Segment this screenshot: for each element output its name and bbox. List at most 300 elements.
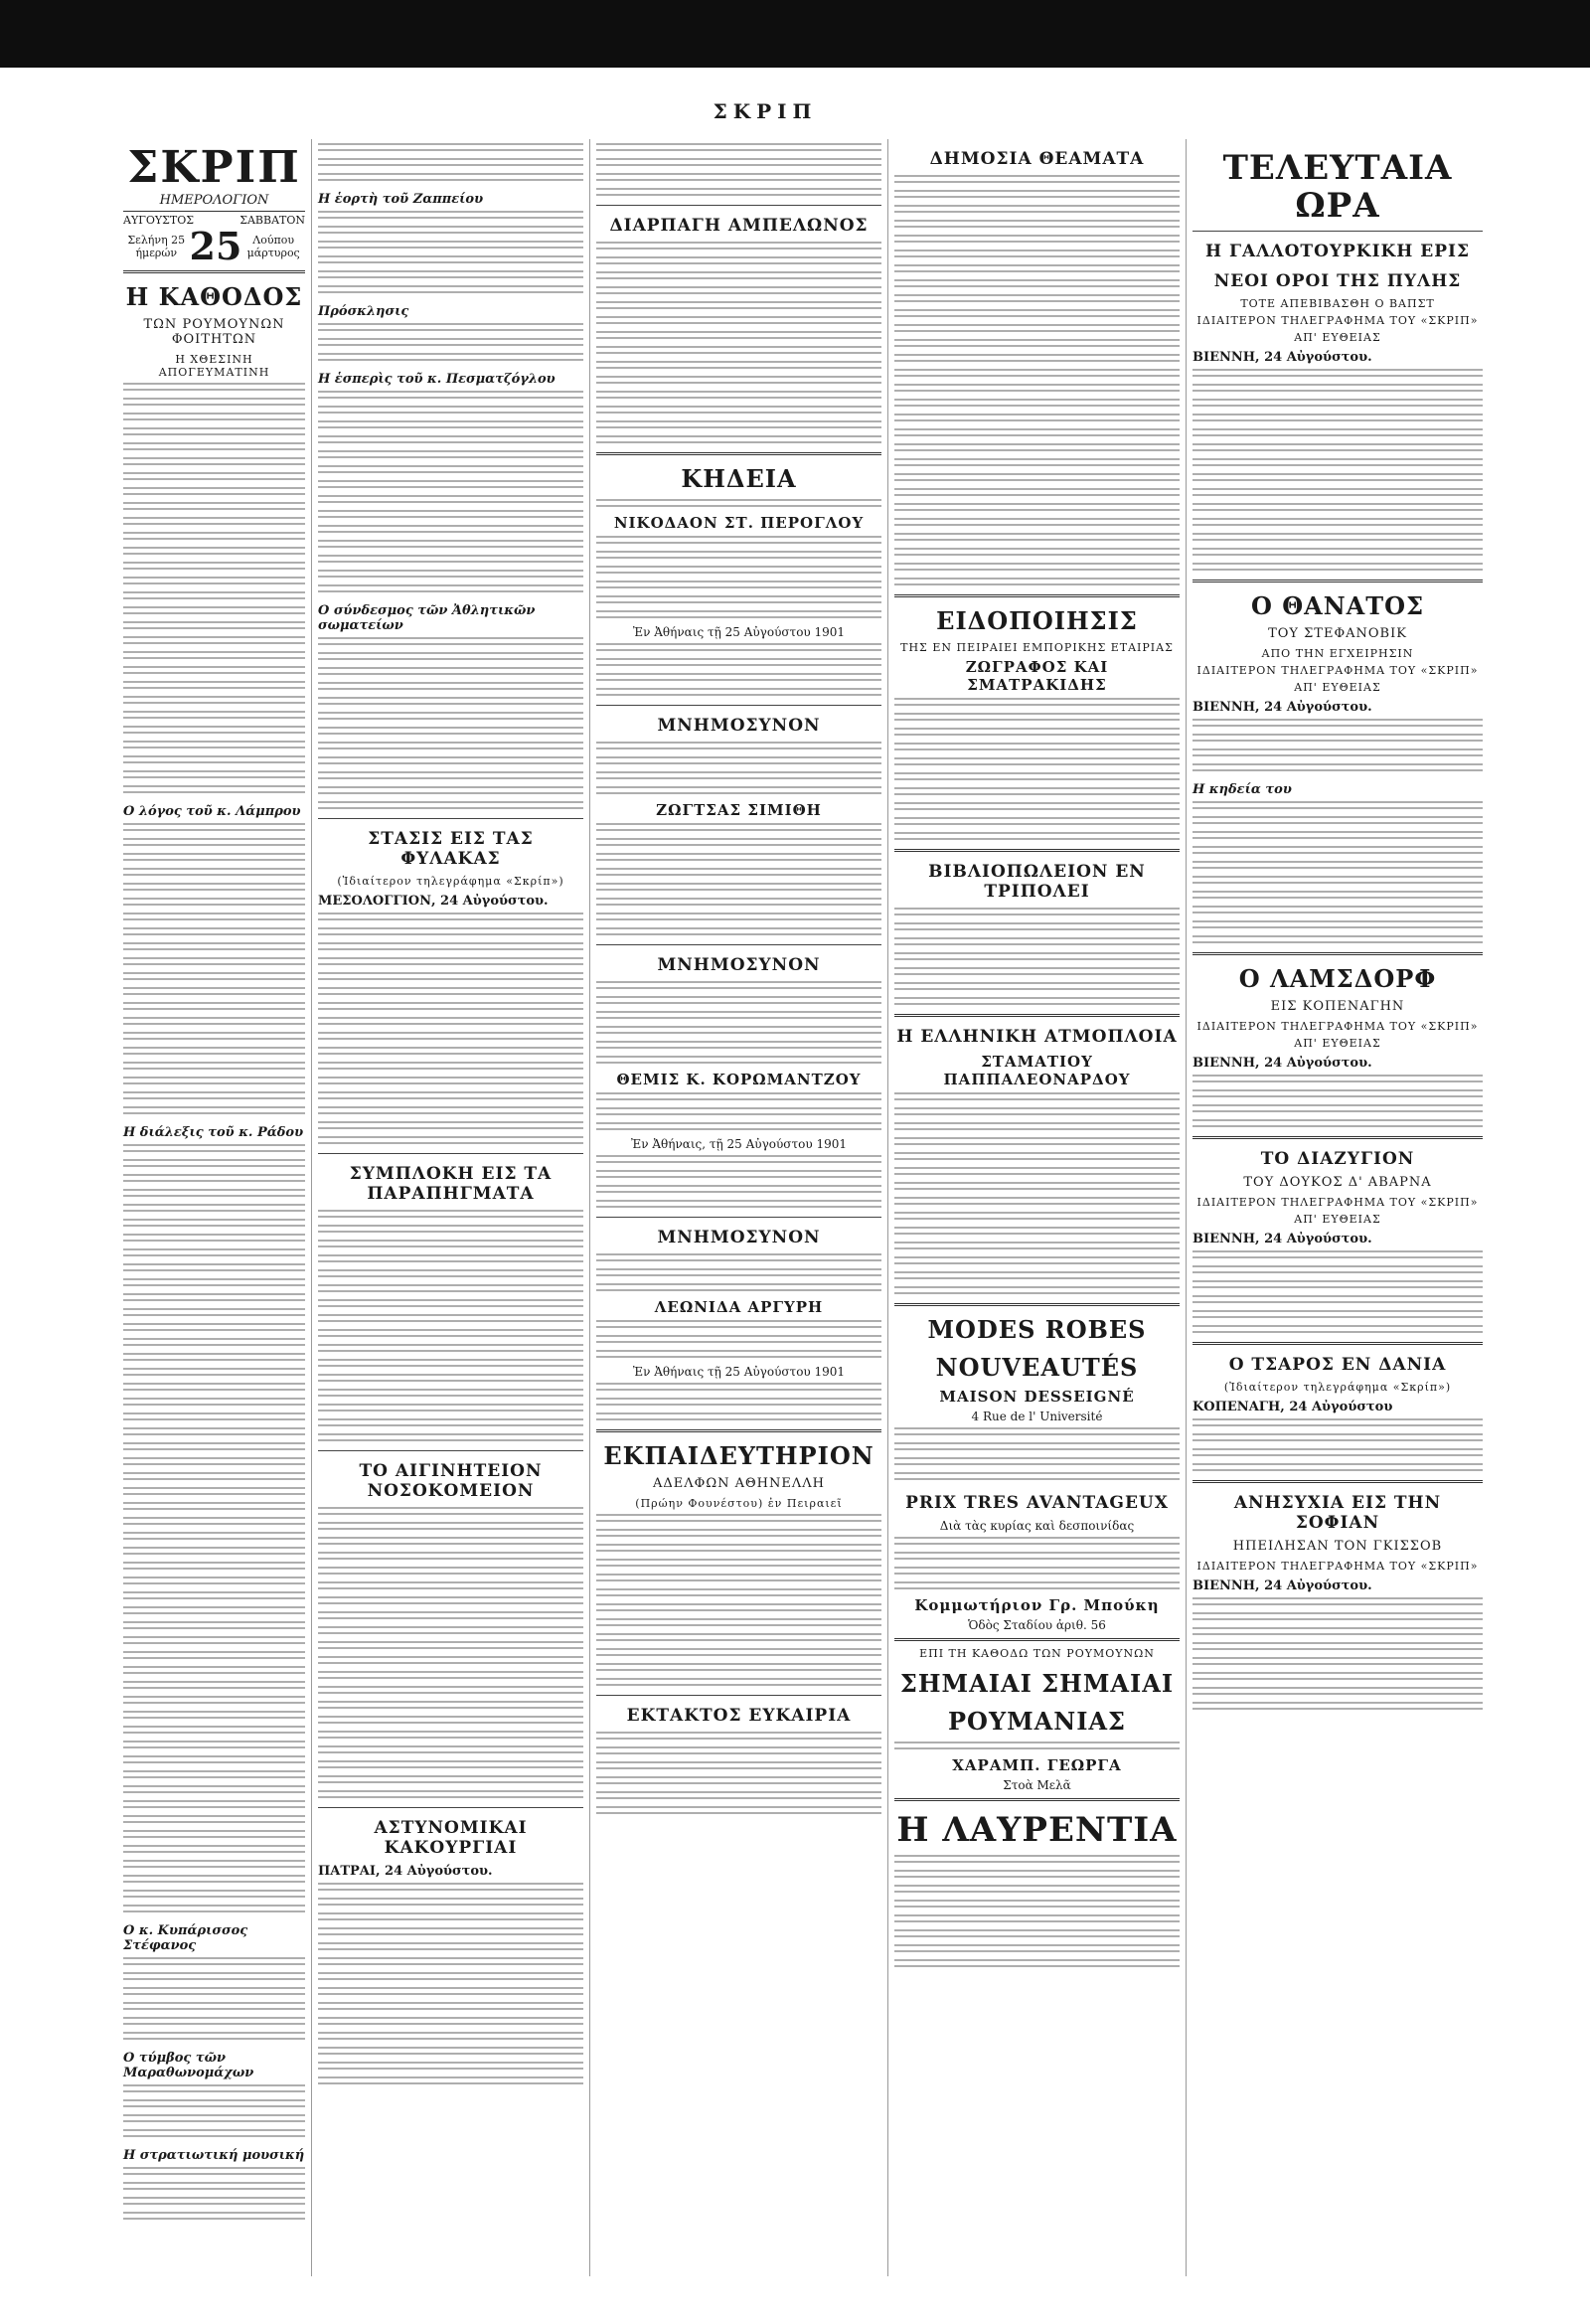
- telegram-kicker-4: ΙΔΙΑΙΤΕΡΟΝ ΤΗΛΕΓΡΑΦΗΜΑ ΤΟΥ «ΣΚΡΙΠ»: [1196, 1196, 1479, 1209]
- body-text-block: [894, 1567, 1180, 1577]
- body-text-block: [318, 270, 583, 281]
- body-text-block: [894, 832, 1180, 843]
- body-text-block: [596, 143, 881, 154]
- body-text-block: [894, 473, 1180, 484]
- dateline-copenhagen: ΚΟΠΕΝΑΓΗ, 24 Αὐγούστου: [1192, 1400, 1393, 1414]
- body-text-block: [318, 1567, 583, 1577]
- body-text-block: [318, 786, 583, 797]
- column-divider: [894, 1014, 1180, 1017]
- body-text-block: [123, 1091, 305, 1102]
- body-text-block: [318, 323, 583, 334]
- body-text-block: [123, 1062, 305, 1073]
- body-text-block: [123, 1562, 305, 1573]
- body-text-block: [596, 1791, 881, 1802]
- body-text-block: [596, 1559, 881, 1570]
- body-text-block: [318, 972, 583, 983]
- body-text-block: [318, 667, 583, 678]
- column-divider: [596, 1429, 881, 1432]
- body-text-block: [123, 517, 305, 528]
- body-text-block: [318, 420, 583, 431]
- boukis-salon: Κομμωτήριον Γρ. Μπούκη: [914, 1596, 1160, 1614]
- body-text-block: [894, 922, 1180, 933]
- column-divider: [318, 1807, 583, 1808]
- body-text-block: [894, 952, 1180, 963]
- body-text-block: [894, 279, 1180, 290]
- body-text-block: [318, 480, 583, 491]
- body-text-block: [318, 756, 583, 767]
- body-text-block: [1192, 891, 1483, 902]
- body-text-block: [596, 771, 881, 782]
- body-text-block: [123, 2212, 305, 2223]
- body-text-block: [318, 1626, 583, 1637]
- column-divider: [318, 1450, 583, 1451]
- column-divider: [894, 1303, 1180, 1306]
- body-text-block: [318, 927, 583, 938]
- column-divider: [1192, 1136, 1483, 1139]
- body-text-block: [1192, 384, 1483, 395]
- body-text-block: [123, 651, 305, 662]
- body-text-block: [318, 1121, 583, 1132]
- body-text-block: [596, 1283, 881, 1294]
- body-text-block: [318, 1957, 583, 1968]
- body-text-block: [894, 772, 1180, 783]
- body-text-block: [1192, 1642, 1483, 1653]
- body-text-block: [596, 673, 881, 684]
- body-text-block: [894, 1472, 1180, 1483]
- body-text-block: [123, 636, 305, 647]
- body-text-block: [123, 457, 305, 468]
- body-text-block: [596, 1588, 881, 1599]
- headline-barracks-clash: ΣΥΜΠΛΟΚΗ ΕΙΣ ΤΑ ΠΑΡΑΠΗΓΜΑΤΑ: [349, 1164, 553, 1204]
- headline-notice-name: ΖΩΓΡΑΦΟΣ ΚΑΙ ΣΜΑΤΡΑΚΙΔΗΣ: [965, 658, 1109, 694]
- headline-roumanian-arrival-kicker: Η ΧΘΕΣΙΝΗ ΑΠΟΓΕΥΜΑΤΙΝΗ: [158, 353, 270, 379]
- body-text-block: [596, 868, 881, 879]
- headline-public-shows: ΔΗΜΟΣΙΑ ΘΕΑΜΑΤΑ: [929, 149, 1145, 169]
- headline-special-offer: ΕΚΤΑΚΤΟΣ ΕΥΚΑΙΡΙΑ: [626, 1706, 852, 1726]
- body-text-block: [596, 1746, 881, 1757]
- body-text-block: [1192, 399, 1483, 410]
- body-text-block: [894, 518, 1180, 529]
- body-text-block: [894, 743, 1180, 753]
- body-text-block: [596, 256, 881, 267]
- body-text-block: [894, 220, 1180, 231]
- body-text-block: [894, 1457, 1180, 1468]
- body-text-block: [596, 1350, 881, 1361]
- body-text-block: [596, 927, 881, 938]
- body-text-block: [123, 562, 305, 573]
- body-text-block: [318, 2032, 583, 2043]
- subhead-invitation: Πρόσκλησις: [318, 304, 409, 319]
- body-text-block: [318, 1972, 583, 1983]
- body-text-block: [596, 361, 881, 372]
- body-text-block: [1192, 1325, 1483, 1336]
- body-text-block: [123, 1636, 305, 1647]
- body-text-block: [1192, 1295, 1483, 1306]
- body-text-block: [1192, 1463, 1483, 1474]
- body-text-block: [596, 1107, 881, 1118]
- body-text-block: [123, 1144, 305, 1155]
- body-text-block: [123, 1353, 305, 1364]
- column-divider: [894, 849, 1180, 852]
- body-text-block: [318, 391, 583, 402]
- body-text-block: [596, 1398, 881, 1409]
- body-text-block: [894, 533, 1180, 544]
- body-text-block: [596, 643, 881, 654]
- headline-school-kicker: (Πρώην Φουνέστου) ἐν Πειραιεῖ: [635, 1497, 843, 1510]
- body-text-block: [318, 1433, 583, 1444]
- body-text-block: [123, 1487, 305, 1498]
- body-text-block: [596, 242, 881, 252]
- body-text-block: [123, 1815, 305, 1826]
- body-text-block: [894, 908, 1180, 918]
- column-5: [1186, 139, 1489, 2276]
- body-text-block: [1192, 503, 1483, 514]
- body-text-block: [123, 1106, 305, 1117]
- body-text-block: [318, 913, 583, 923]
- body-text-block: [123, 1189, 305, 1200]
- body-text-block: [596, 1092, 881, 1103]
- body-text-block: [123, 972, 305, 983]
- masthead-weekday: ΣΑΒΒΑΤΟΝ: [239, 214, 305, 227]
- dateline-vienna-1: ΒΙΕΝΝΗ, 24 Αὐγούστου.: [1192, 350, 1372, 365]
- body-text-block: [123, 1741, 305, 1751]
- body-text-block: [894, 982, 1180, 993]
- body-text-block: [894, 967, 1180, 978]
- column-divider: [1192, 231, 1483, 232]
- scan-top-band: [0, 0, 1590, 68]
- body-text-block: [318, 942, 583, 953]
- body-text-block: [596, 1122, 881, 1133]
- body-text-block: [123, 2129, 305, 2140]
- body-text-block: [123, 383, 305, 394]
- body-text-block: [894, 503, 1180, 514]
- body-text-block: [596, 688, 881, 699]
- column-2: [311, 139, 589, 2276]
- body-text-block: [123, 1174, 305, 1185]
- body-text-block: [123, 1972, 305, 1983]
- body-text-block: [894, 205, 1180, 216]
- body-text-block: [318, 2002, 583, 2013]
- body-text-block: [1192, 1657, 1483, 1668]
- body-text-block: [318, 987, 583, 998]
- body-text-block: [596, 499, 881, 510]
- body-text-block: [1192, 414, 1483, 424]
- body-text-block: [318, 1775, 583, 1786]
- headline-prix: PRIX TRES AVANTAGEUX: [905, 1493, 1169, 1513]
- body-text-block: [894, 458, 1180, 469]
- memorial-name-3: ΛΕΩΝΙΔΑ ΑΡΓΥΡΗ: [654, 1298, 824, 1316]
- headline-roumanian-descent: ΕΠΙ ΤΗ ΚΑΘΟΔΩ ΤΩΝ ΡΟΥΜΟΥΝΩΝ: [919, 1647, 1155, 1660]
- headline-lamsdorf: Ο ΛΑΜΣΔΟΡΦ: [1238, 964, 1437, 993]
- body-text-block: [894, 757, 1180, 768]
- body-text-block: [318, 211, 583, 222]
- column-divider: [318, 1153, 583, 1154]
- body-text-block: [318, 1418, 583, 1429]
- headline-notice: ΕΙΔΟΠΟΙΗΣΙΣ: [936, 606, 1138, 635]
- headline-death: Ο ΘΑΝΑΤΟΣ: [1250, 591, 1425, 620]
- body-text-block: [318, 1686, 583, 1697]
- body-text-block: [318, 2047, 583, 2058]
- body-text-block: [596, 581, 881, 591]
- body-text-block: [318, 1522, 583, 1533]
- body-text-block: [123, 957, 305, 968]
- body-text-block: [123, 696, 305, 707]
- body-text-block: [318, 1701, 583, 1712]
- column-divider: [596, 1695, 881, 1696]
- body-text-block: [596, 658, 881, 669]
- body-text-block: [318, 1898, 583, 1909]
- body-text-block: [123, 1502, 305, 1513]
- body-text-block: [123, 681, 305, 692]
- body-text-block: [1192, 533, 1483, 544]
- body-text-block: [596, 1041, 881, 1052]
- body-text-block: [596, 331, 881, 342]
- body-text-block: [596, 391, 881, 402]
- body-text-block: [894, 1885, 1180, 1896]
- body-text-block: [1192, 1265, 1483, 1276]
- body-text-block: [123, 1323, 305, 1334]
- headline-prison-riot: ΣΤΑΣΙΣ ΕΙΣ ΤΑΣ ΦΥΛΑΚΑΣ: [368, 829, 534, 869]
- headline-school: ΕΚΠΑΙΔΕΥΤΗΡΙΟΝ: [603, 1441, 874, 1470]
- body-text-block: [596, 1663, 881, 1674]
- body-text-block: [1192, 734, 1483, 745]
- body-text-block: [123, 1219, 305, 1230]
- body-text-block: [318, 2017, 583, 2028]
- body-text-block: [318, 2062, 583, 2073]
- body-text-block: [318, 1883, 583, 1894]
- body-text-block: [318, 2076, 583, 2087]
- body-text-block: [318, 1927, 583, 1938]
- body-text-block: [123, 1696, 305, 1707]
- body-text-block: [596, 595, 881, 606]
- memorial-name-1: ΖΩΓΤΣΑΣ ΣΙΜΙΘΗ: [656, 801, 822, 819]
- body-text-block: [596, 1806, 881, 1817]
- body-text-block: [318, 1344, 583, 1355]
- column-divider: [1192, 1342, 1483, 1345]
- page-folio: ΣΚΡΙΠ: [713, 99, 818, 123]
- column-divider: [318, 818, 583, 819]
- body-text-block: [123, 1845, 305, 1856]
- headline-notice-sub: ΤΗΣ ΕΝ ΠΕΙΡΑΙΕΙ ΕΜΠΟΡΙΚΗΣ ΕΤΑΙΡΙΑΣ: [900, 641, 1174, 654]
- body-text-block: [123, 1263, 305, 1274]
- body-text-block: [123, 1032, 305, 1043]
- telegram-kicker-5: ΙΔΙΑΙΤΕΡΟΝ ΤΗΛΕΓΡΑΦΗΜΑ ΤΟΥ «ΣΚΡΙΠ»: [1196, 1560, 1479, 1573]
- masthead-saint: Λούπου μάρτυρος: [246, 234, 300, 259]
- body-text-block: [318, 1790, 583, 1801]
- body-text-block: [318, 173, 583, 184]
- body-text-block: [318, 1404, 583, 1414]
- body-text-block: [318, 285, 583, 296]
- body-text-block: [596, 1678, 881, 1689]
- body-text-block: [123, 711, 305, 722]
- headline-steamship-name: ΣΤΑΜΑΤΙΟΥ ΠΑΠΠΑΛΕΟΝΑΡΔΟΥ: [943, 1053, 1131, 1088]
- body-text-block: [894, 354, 1180, 365]
- body-text-block: [596, 853, 881, 864]
- body-text-block: [318, 1254, 583, 1265]
- body-text-block: [1192, 1627, 1483, 1638]
- body-text-block: [123, 1621, 305, 1632]
- body-text-block: [123, 606, 305, 617]
- body-text-block: [123, 547, 305, 558]
- body-text-block: [894, 369, 1180, 380]
- body-text-block: [318, 1269, 583, 1280]
- body-text-block: [123, 2197, 305, 2208]
- body-text-block: [894, 698, 1180, 709]
- body-text-block: [318, 1077, 583, 1087]
- body-text-block: [318, 682, 583, 693]
- body-text-block: [318, 406, 583, 416]
- body-text-block: [1192, 719, 1483, 730]
- body-text-block: [894, 309, 1180, 320]
- body-text-block: [123, 502, 305, 513]
- body-text-block: [123, 1427, 305, 1438]
- body-text-block: [596, 786, 881, 797]
- body-text-block: [123, 1442, 305, 1453]
- body-text-block: [123, 1017, 305, 1028]
- body-text-block: [123, 942, 305, 953]
- body-text-block: [894, 713, 1180, 724]
- masthead-title: ΣΚΡΙΠ: [127, 142, 301, 193]
- body-text-block: [123, 1248, 305, 1259]
- body-text-block: [596, 913, 881, 923]
- body-text-block: [318, 1716, 583, 1727]
- headline-funeral: ΚΗΔΕΙΑ: [681, 464, 797, 493]
- column-divider: [894, 1638, 1180, 1641]
- body-text-block: [1192, 1448, 1483, 1459]
- body-text-block: [596, 996, 881, 1007]
- body-text-block: [123, 1383, 305, 1394]
- body-text-block: [318, 727, 583, 738]
- memorial-date-3: Ἐν Ἀθήναις τῇ 25 Αὐγούστου 1901: [632, 1365, 846, 1379]
- body-text-block: [123, 2002, 305, 2013]
- body-text-block: [318, 1047, 583, 1058]
- body-text-block: [318, 1760, 583, 1771]
- body-text-block: [596, 1514, 881, 1525]
- body-text-block: [1192, 831, 1483, 842]
- body-text-block: [596, 1383, 881, 1394]
- headline-tsar-denmark: Ο ΤΣΑΡΟΣ ΕΝ ΔΑΝΙΑ: [1228, 1355, 1447, 1375]
- headline-tsar-denmark-kicker: (Ἰδιαίτερον τηλεγράφημα «Σκρίπ»): [1223, 1381, 1452, 1394]
- body-text-block: [596, 1200, 881, 1211]
- body-text-block: [318, 570, 583, 581]
- headline-new-terms: ΝΕΟΙ ΟΡΟΙ ΤΗΣ ΠΥΛΗΣ: [1213, 271, 1462, 291]
- body-text-block: [894, 1271, 1180, 1282]
- body-text-block: [894, 1152, 1180, 1163]
- body-text-block: [123, 2084, 305, 2095]
- body-text-block: [123, 2099, 305, 2110]
- body-text-block: [318, 1389, 583, 1400]
- body-text-block: [894, 488, 1180, 499]
- body-text-block: [123, 1002, 305, 1013]
- body-text-block: [894, 997, 1180, 1008]
- body-text-block: [123, 1755, 305, 1766]
- body-text-block: [123, 1606, 305, 1617]
- body-text-block: [123, 2032, 305, 2043]
- body-text-block: [123, 1412, 305, 1423]
- body-text-block: [318, 1299, 583, 1310]
- subhead-military-music: Η στρατιωτική μουσική: [123, 2148, 305, 2163]
- body-text-block: [596, 1603, 881, 1614]
- body-text-block: [1192, 906, 1483, 916]
- body-text-block: [596, 158, 881, 169]
- headline-last-hour: ΤΕΛΕΥΤΑΙΑ ΩΡΑ: [1222, 148, 1453, 226]
- body-text-block: [1192, 369, 1483, 380]
- body-text-block: [123, 398, 305, 409]
- body-text-block: [318, 1210, 583, 1221]
- body-text-block: [123, 472, 305, 483]
- body-text-block: [894, 1137, 1180, 1148]
- body-text-block: [318, 1136, 583, 1147]
- body-text-block: [318, 1314, 583, 1325]
- body-text-block: [123, 532, 305, 543]
- headline-police-crimes: ΑΣΤΥΝΟΜΙΚΑΙ ΚΑΚΟΥΡΓΙΑΙ: [374, 1818, 528, 1858]
- body-text-block: [894, 1914, 1180, 1925]
- body-text-block: [894, 1427, 1180, 1438]
- body-text-block: [894, 399, 1180, 410]
- telegram-from-1: ΑΠ' ΕΥΘΕΙΑΣ: [1294, 331, 1381, 344]
- body-text-block: [123, 2017, 305, 2028]
- ladies-line: Διὰ τὰς κυρίας καὶ δεσποινίδας: [939, 1519, 1135, 1533]
- body-text-block: [596, 316, 881, 327]
- column-4: [887, 139, 1186, 2276]
- headline-bookshop: ΒΙΒΛΙΟΠΩΛΕΙΟΝ ΕΝ ΤΡΙΠΟΛΕΙ: [928, 862, 1146, 902]
- body-text-block: [596, 1268, 881, 1279]
- body-text-block: [318, 1329, 583, 1340]
- body-text-block: [1192, 1687, 1483, 1698]
- dateline-mesolongi: ΜΕΣΟΛΟΓΓΙΟΝ, 24 Αὐγούστου.: [318, 894, 549, 909]
- body-text-block: [894, 1442, 1180, 1453]
- telegram-from-2: ΑΠ' ΕΥΘΕΙΑΣ: [1294, 681, 1381, 694]
- body-text-block: [318, 510, 583, 521]
- body-text-block: [123, 1905, 305, 1915]
- body-text-block: [1192, 1089, 1483, 1100]
- body-text-block: [318, 1581, 583, 1592]
- column-divider: [1192, 952, 1483, 955]
- headline-roumanian-arrival-sub: ΤΩΝ ΡΟΥΜΟΥΝΩΝ ΦΟΙΤΗΤΩΝ: [143, 317, 285, 347]
- body-text-block: [894, 1122, 1180, 1133]
- body-text-block: [123, 1577, 305, 1587]
- subhead-kyparissos: Ο κ. Κυπάρισσος Στέφανος: [123, 1923, 248, 1953]
- body-text-block: [596, 346, 881, 357]
- body-text-block: [1192, 935, 1483, 946]
- column-divider: [596, 205, 881, 206]
- body-text-block: [123, 1517, 305, 1528]
- body-text-block: [123, 1308, 305, 1319]
- body-text-block: [123, 770, 305, 781]
- body-text-block: [1192, 458, 1483, 469]
- headline-franco-turkish: Η ΓΑΛΛΟΤΟΥΡΚΙΚΗ ΕΡΙΣ: [1204, 242, 1470, 261]
- body-text-block: [596, 823, 881, 834]
- body-text-block: [1192, 1672, 1483, 1683]
- body-text-block: [894, 1537, 1180, 1548]
- body-text-block: [318, 540, 583, 551]
- body-text-block: [123, 1338, 305, 1349]
- body-text-block: [123, 1651, 305, 1662]
- body-text-block: [123, 883, 305, 894]
- body-text-block: [1192, 920, 1483, 931]
- body-text-block: [1192, 1433, 1483, 1444]
- masthead-moon: Σελήνη 25 ήμερών: [127, 234, 186, 259]
- body-text-block: [1192, 1702, 1483, 1713]
- telegram-kicker-3: ΙΔΙΑΙΤΕΡΟΝ ΤΗΛΕΓΡΑΦΗΜΑ ΤΟΥ «ΣΚΡΙΠ»: [1196, 1020, 1479, 1033]
- body-text-block: [123, 853, 305, 864]
- headline-school-sub: ΑΔΕΛΦΩΝ ΑΘΗΝΕΛΛΗ: [653, 1476, 825, 1491]
- body-text-block: [318, 1745, 583, 1756]
- body-text-block: [318, 495, 583, 506]
- subhead-zappeion: Η ἑορτὴ τοῦ Ζαππείου: [318, 192, 484, 207]
- body-text-block: [894, 428, 1180, 439]
- body-text-block: [123, 1860, 305, 1871]
